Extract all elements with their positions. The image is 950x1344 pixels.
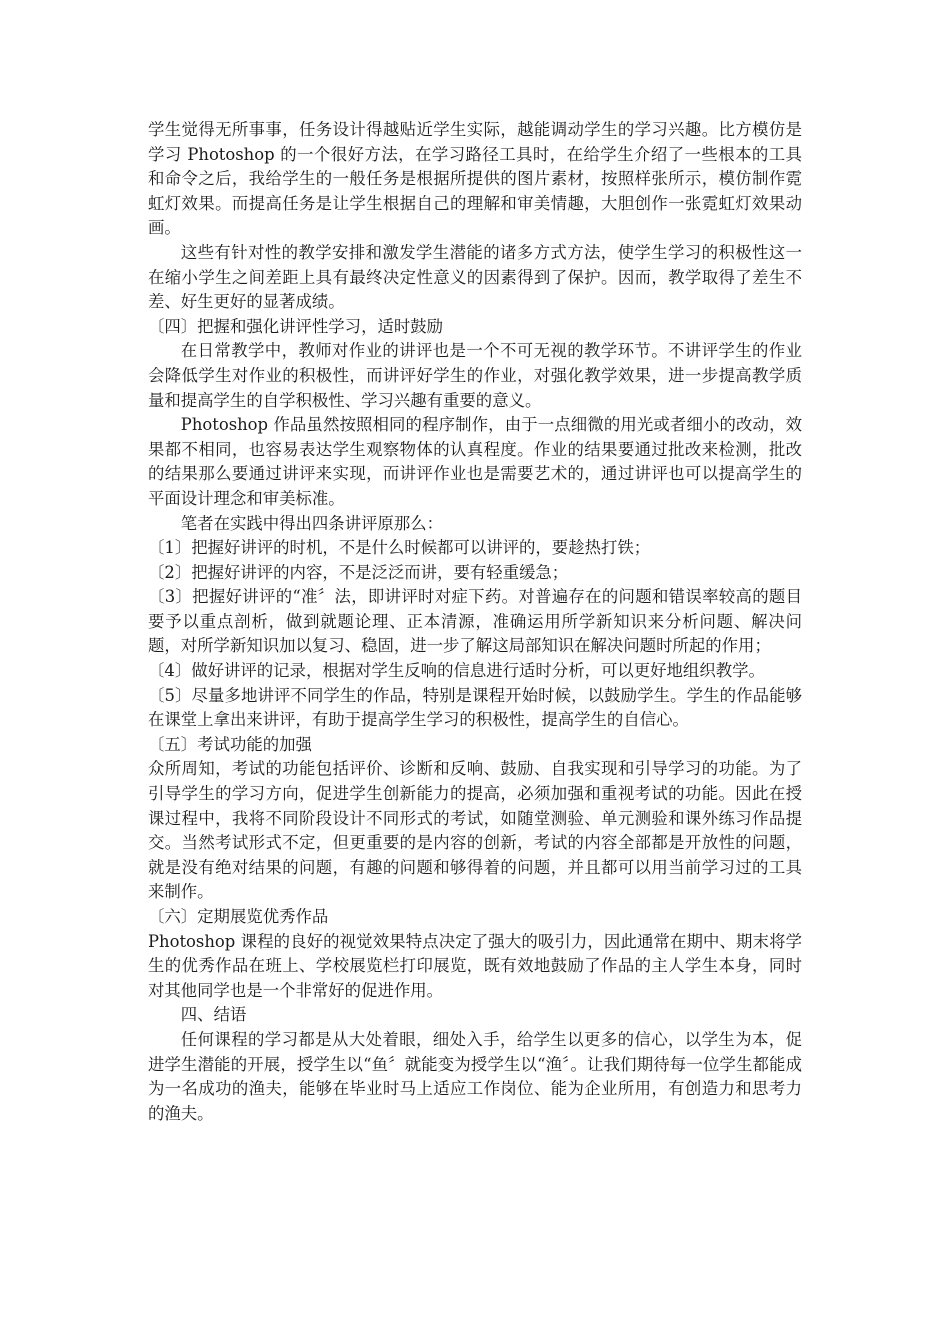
paragraph-exam-function: 众所周知，考试的功能包括评价、诊断和反响、鼓励、自我实现和引导学习的功能。为了引导学生的学习方向，促进学生创新能力的提高，必须加强和重视考试的功能。因此在授课过程中，我将不同阶段设计不同形式的考试，如随堂测验、单元测验和课外练习作品提交。当然考试形式不定，但更重要的是内容的创新，考试的内容全部都是开放性的问题，就是没有绝对结果的问题，有趣的问题和够得着的问题，并且都可以用当前学习过的工具来制作。	[148, 759, 802, 902]
paragraph-conclusion: 任何课程的学习都是从大处着眼，细处入手，给学生以更多的信心，以学生为本，促进学生潜能的开展，授学生以“鱼〞就能变为授学生以“渔〞。让我们期待每一位学生都能成为一名成功的渔夫，能够在毕业时马上适应工作岗位、能为企业所用，有创造力和思考力的渔夫。	[148, 1029, 802, 1123]
section-heading-6: 〔六〕定期展览优秀作品	[148, 907, 329, 926]
list-item-5: 〔5〕尽量多地讲评不同学生的作品，特别是课程开始时候，以鼓励学生。学生的作品能够在课堂上拿出来讲评，有助于提高学生学习的积极性，提高学生的自信心。	[148, 685, 802, 730]
list-item-3: 〔3〕把握好讲评的“准〞法，即讲评时对症下药。对普遍存在的问题和错误率较高的题目要予以重点剖析，做到就题论理、正本清源，准确运用所学新知识来分析问题、解决问题，对所学新知识加以复习、稳固，进一步了解这局部知识在解决问题时所起的作用；	[148, 587, 802, 656]
section-heading-4: 〔四〕把握和强化讲评性学习，适时鼓励	[148, 316, 444, 336]
document-page	[148, 118, 802, 1126]
list-item-2: 〔2〕把握好讲评的内容，不是泛泛而讲，要有轻重缓急；	[148, 562, 569, 582]
paragraph-review-principles: 笔者在实践中得出四条讲评原那么：	[180, 513, 444, 533]
list-item-1: 〔1〕把握好讲评的时机，不是什么时候都可以讲评的，要趁热打铁；	[148, 538, 651, 558]
paragraph-task-design: 学生觉得无所事事，任务设计得越贴近学生实际，越能调动学生的学习兴趣。比方模仿是学习 Photoshop 的一个很好方法，在学习路径工具时，在给学生介绍了一些根本的工具和命令之后，我给学生的一般任务是根据所提供的图片素材，按照样张所示，模仿制作霓虹灯效果。而提高任务是让学生根据自己的理解和审美情趣，大胆创作一张霓虹灯效果动画。	[148, 120, 802, 238]
paragraph-photoshop-works: Photoshop 作品虽然按照相同的程序制作，由于一点细微的用光或者细小的改动，效果都不相同，也容易表达学生观察物体的认真程度。作业的结果要通过批改来检测，批改的结果那么要通过讲评来实现，而讲评作业也是需要艺术的，通过讲评也可以提高学生的平面设计理念和审美标准。	[148, 415, 802, 508]
paragraph-homework-review: 在日常教学中，教师对作业的讲评也是一个不可无视的教学环节。不讲评学生的作业会降低学生对作业的积极性，而讲评好学生的作业，对强化教学效果，进一步提高教学质量和提高学生的自学积极性、学习兴趣有重要的意义。	[148, 341, 802, 410]
section-heading-5: 〔五〕考试功能的加强	[148, 734, 312, 754]
paragraph-exhibition: Photoshop 课程的良好的视觉效果特点决定了强大的吸引力，因此通常在期中、期末将学生的优秀作品在班上、学校展览栏打印展览，既有效地鼓励了作品的主人学生本身，同时对其他同学也是一个非常好的促进作用。	[148, 931, 802, 1000]
section-heading-conclusion: 四、结语	[180, 1005, 247, 1025]
paragraph-teaching-results: 这些有针对性的教学安排和激发学生潜能的诸多方式方法，使学生学习的积极性这一在缩小学生之间差距上具有最终决定性意义的因素得到了保护。因而，教学取得了差生不差、好生更好的显著成绩。	[148, 242, 802, 312]
list-item-4: 〔4〕做好讲评的记录，根据对学生反响的信息进行适时分析，可以更好地组织教学。	[148, 661, 765, 681]
